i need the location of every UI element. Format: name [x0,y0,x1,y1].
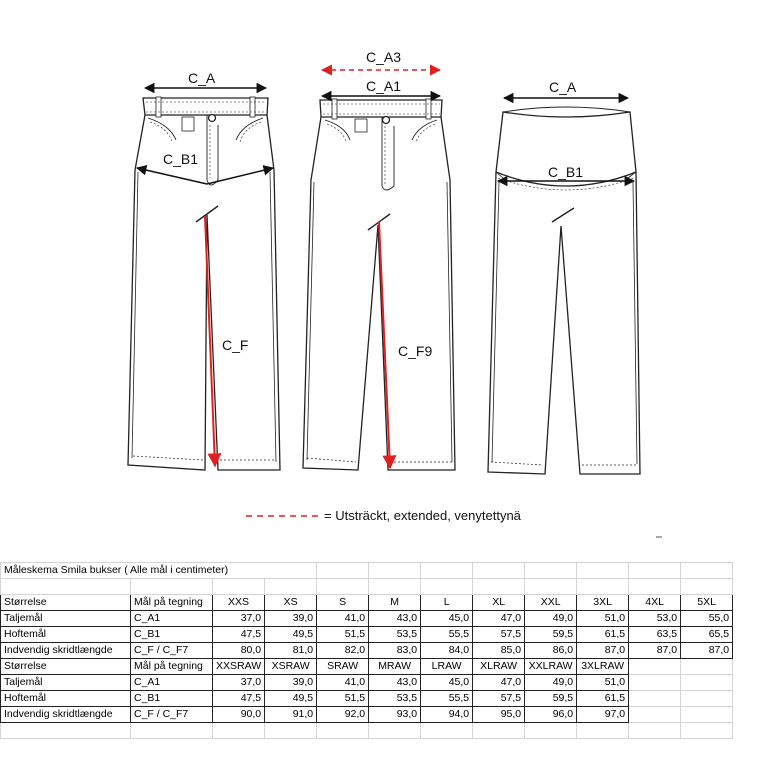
header-row [1,595,733,611]
size-value-cell[interactable]: 61,5 [577,691,629,707]
size-value-cell[interactable]: XSRAW [265,659,317,675]
size-value-cell[interactable] [629,707,681,723]
label-c-a-right: C_A [549,79,577,95]
empty-cell[interactable] [577,563,629,579]
size-value-cell[interactable]: 96,0 [525,707,577,723]
size-value-cell[interactable]: 37,0 [213,675,265,691]
size-value-cell[interactable]: 53,5 [369,691,421,707]
size-value-cell[interactable]: 51,0 [577,611,629,627]
row-label-cell[interactable]: Taljemål [1,675,131,691]
empty-cell[interactable] [1,723,131,739]
size-value-cell[interactable] [629,659,681,675]
size-value-cell[interactable]: 65,5 [681,627,733,643]
blank-row [1,579,733,595]
size-value-cell[interactable]: 61,5 [577,627,629,643]
empty-cell[interactable] [681,723,733,739]
size-value-cell[interactable]: 87,0 [629,643,681,659]
size-value-cell[interactable] [629,691,681,707]
empty-cell[interactable] [213,579,265,595]
empty-cell[interactable] [681,579,733,595]
drawing-ref-cell[interactable]: C_A1 [131,611,213,627]
empty-cell[interactable] [577,723,629,739]
size-value-cell[interactable]: 97,0 [577,707,629,723]
size-value-cell[interactable] [681,691,733,707]
size-value-cell[interactable]: 94,0 [421,707,473,723]
size-value-cell[interactable]: 47,5 [213,627,265,643]
size-value-cell[interactable]: LRAW [421,659,473,675]
spreadsheet [0,562,768,768]
size-value-cell[interactable]: 53,5 [369,627,421,643]
size-value-cell[interactable]: 59,5 [525,627,577,643]
label-c-f9: C_F9 [398,343,433,359]
size-value-cell[interactable]: 41,0 [317,675,369,691]
empty-cell[interactable] [317,579,369,595]
size-value-cell[interactable]: XXS [213,595,265,611]
empty-cell[interactable] [213,723,265,739]
empty-cell[interactable] [473,563,525,579]
size-value-cell[interactable]: 55,0 [681,611,733,627]
table-row [1,611,733,627]
size-value-cell[interactable]: 49,5 [265,627,317,643]
measure-c-f9-arrow [379,222,390,468]
size-value-cell[interactable]: 59,5 [525,691,577,707]
size-value-cell[interactable]: 83,0 [369,643,421,659]
label-c-b1-right: C_B1 [548,164,584,180]
size-value-cell[interactable] [629,675,681,691]
drawing-ref-cell[interactable]: C_B1 [131,691,213,707]
size-value-cell[interactable]: 47,5 [213,691,265,707]
table-row [1,643,733,659]
measure-c-b1-left-arrow [137,168,207,184]
size-value-cell[interactable]: XS [265,595,317,611]
size-value-cell[interactable]: 91,0 [265,707,317,723]
size-value-cell[interactable]: 45,0 [421,675,473,691]
size-value-cell[interactable]: 3XLRAW [577,659,629,675]
size-value-cell[interactable]: XL [473,595,525,611]
title-row [1,563,733,579]
empty-cell[interactable] [369,723,421,739]
drawing-ref-cell[interactable]: Mål på tegning [131,659,213,675]
size-value-cell[interactable]: 5XL [681,595,733,611]
blank-row [1,723,733,739]
table-row [1,675,733,691]
drawing-ref-cell[interactable]: C_A1 [131,675,213,691]
size-value-cell[interactable]: 87,0 [681,643,733,659]
empty-cell[interactable] [369,563,421,579]
size-value-cell[interactable]: 92,0 [317,707,369,723]
empty-cell[interactable] [629,579,681,595]
label-c-a1: C_A1 [366,78,402,94]
size-value-cell[interactable]: 51,5 [317,691,369,707]
size-value-cell[interactable]: XXLRAW [525,659,577,675]
empty-cell[interactable] [473,579,525,595]
empty-cell[interactable] [369,579,421,595]
size-value-cell[interactable]: 55,5 [421,691,473,707]
size-value-cell[interactable] [681,675,733,691]
empty-cell[interactable] [317,723,369,739]
row-label-cell[interactable]: Taljemål [1,611,131,627]
size-value-cell[interactable]: 41,0 [317,611,369,627]
empty-cell[interactable] [421,723,473,739]
label-c-f: C_F [222,337,249,353]
empty-cell[interactable] [525,723,577,739]
size-value-cell[interactable] [681,707,733,723]
size-value-cell[interactable]: XXL [525,595,577,611]
row-label-cell[interactable]: Størrelse [1,659,131,675]
row-label-cell[interactable]: Indvendig skridtlængde [1,643,131,659]
size-value-cell[interactable]: MRAW [369,659,421,675]
row-label-cell[interactable]: Hoftemål [1,691,131,707]
size-value-cell[interactable]: 3XL [577,595,629,611]
left-trousers-drawing [128,97,280,470]
size-value-cell[interactable]: 80,0 [213,643,265,659]
size-value-cell[interactable]: L [421,595,473,611]
size-value-cell[interactable]: 57,5 [473,627,525,643]
empty-cell[interactable] [265,723,317,739]
size-table [0,562,733,739]
size-value-cell[interactable] [681,659,733,675]
size-value-cell[interactable]: 95,0 [473,707,525,723]
size-value-cell[interactable]: 43,0 [369,675,421,691]
size-value-cell[interactable]: S [317,595,369,611]
empty-cell[interactable] [525,579,577,595]
size-value-cell[interactable]: 39,0 [265,675,317,691]
size-value-cell[interactable]: 81,0 [265,643,317,659]
size-value-cell[interactable]: 63,5 [629,627,681,643]
table-row [1,627,733,643]
size-value-cell[interactable]: 90,0 [213,707,265,723]
drawing-ref-cell[interactable]: C_F / C_F7 [131,643,213,659]
size-value-cell[interactable]: 47,0 [473,675,525,691]
label-c-b1-left: C_B1 [163,151,199,167]
label-c-a3: C_A3 [366,49,402,65]
right-trousers-drawing [488,107,640,474]
size-value-cell[interactable]: 82,0 [317,643,369,659]
size-value-cell[interactable]: 49,0 [525,611,577,627]
empty-cell[interactable] [577,579,629,595]
table-row [1,691,733,707]
size-value-cell[interactable]: 51,5 [317,627,369,643]
row-label-cell[interactable]: Hoftemål [1,627,131,643]
size-value-cell[interactable]: 51,0 [577,675,629,691]
size-value-cell[interactable]: 45,0 [421,611,473,627]
size-value-cell[interactable]: 85,0 [473,643,525,659]
empty-cell[interactable] [681,563,733,579]
drawing-ref-cell[interactable]: C_F / C_F7 [131,707,213,723]
empty-cell[interactable] [629,723,681,739]
size-value-cell[interactable]: 47,0 [473,611,525,627]
size-value-cell[interactable]: 49,0 [525,675,577,691]
empty-cell[interactable] [317,563,369,579]
empty-cell[interactable] [421,579,473,595]
size-value-cell[interactable]: 49,5 [265,691,317,707]
size-value-cell[interactable]: 37,0 [213,611,265,627]
empty-cell[interactable] [473,723,525,739]
measure-c-b1-left-arrow-right [207,168,273,184]
size-value-cell[interactable]: 93,0 [369,707,421,723]
empty-cell[interactable] [131,579,213,595]
empty-cell[interactable] [131,723,213,739]
size-value-cell[interactable]: XXSRAW [213,659,265,675]
size-value-cell[interactable]: 53,0 [629,611,681,627]
size-value-cell[interactable]: M [369,595,421,611]
size-value-cell[interactable]: SRAW [317,659,369,675]
size-value-cell[interactable]: 87,0 [577,643,629,659]
size-value-cell[interactable]: 4XL [629,595,681,611]
middle-trousers-drawing [303,99,455,470]
drawing-ref-cell[interactable]: C_B1 [131,627,213,643]
empty-cell[interactable] [1,579,131,595]
size-value-cell[interactable]: 57,5 [473,691,525,707]
sheet-title[interactable]: Måleskema Smila bukser ( Alle mål i centimeter) [1,563,317,579]
header-row [1,659,733,675]
empty-cell[interactable] [265,579,317,595]
empty-cell[interactable] [629,563,681,579]
empty-cell[interactable] [421,563,473,579]
size-value-cell[interactable]: 39,0 [265,611,317,627]
table-row [1,707,733,723]
drawing-ref-cell[interactable]: Mål på tegning [131,595,213,611]
size-value-cell[interactable]: 86,0 [525,643,577,659]
row-label-cell[interactable]: Indvendig skridtlængde [1,707,131,723]
label-c-a-left: C_A [188,70,216,86]
size-value-cell[interactable]: XLRAW [473,659,525,675]
size-value-cell[interactable]: 84,0 [421,643,473,659]
size-value-cell[interactable]: 55,5 [421,627,473,643]
row-label-cell[interactable]: Størrelse [1,595,131,611]
size-value-cell[interactable]: 43,0 [369,611,421,627]
legend-text: = Utsträckt, extended, venytettynä [324,508,521,523]
empty-cell[interactable] [525,563,577,579]
